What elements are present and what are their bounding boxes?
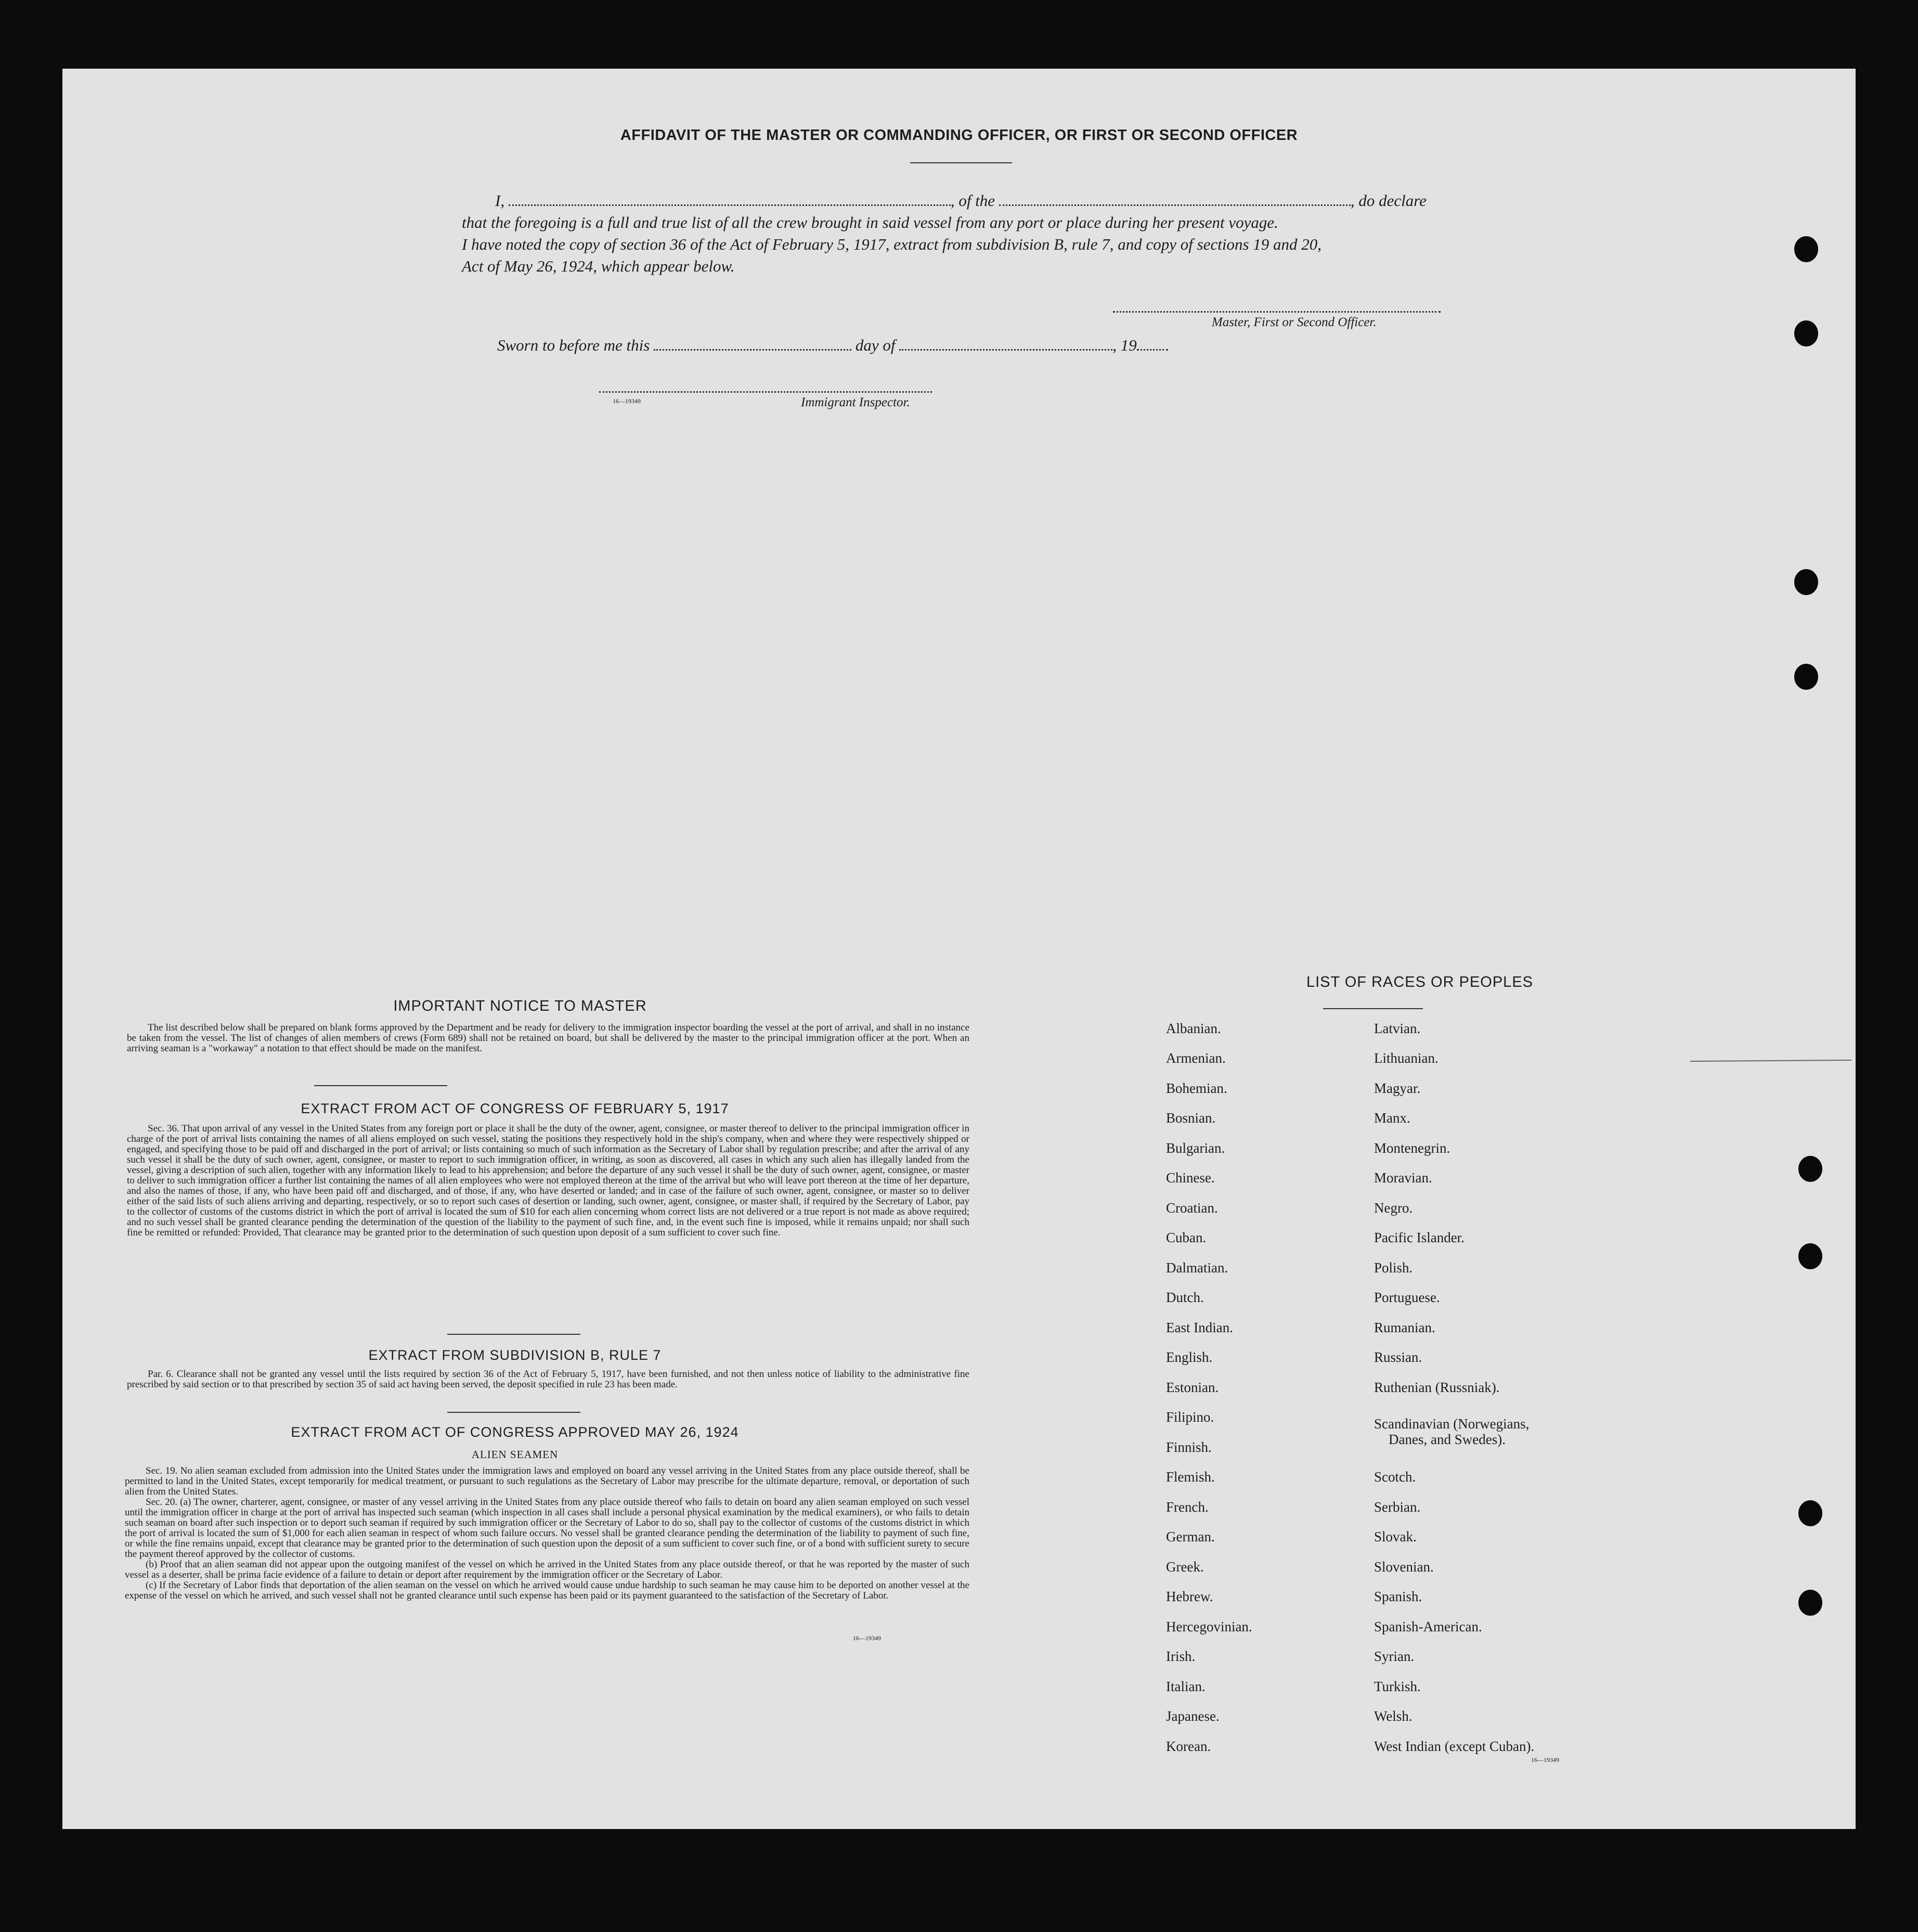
extract-1924-subtitle: ALIEN SEAMEN <box>471 1448 559 1461</box>
race-left: Filipino. <box>1166 1409 1214 1425</box>
races-rule <box>1323 1008 1423 1009</box>
name-blank <box>509 204 951 206</box>
binder-hole <box>1798 1156 1822 1182</box>
rule7-title: EXTRACT FROM SUBDIVISION B, RULE 7 <box>368 1347 662 1363</box>
race-right: Ruthenian (Russniak). <box>1374 1380 1500 1395</box>
race-right: Spanish-American. <box>1374 1619 1482 1634</box>
race-left: Italian. <box>1166 1679 1206 1694</box>
race-left: Dalmatian. <box>1166 1260 1228 1276</box>
notice-title: IMPORTANT NOTICE TO MASTER <box>393 998 647 1014</box>
race-left: Hercegovinian. <box>1166 1619 1252 1634</box>
race-right: Rumanian. <box>1374 1320 1435 1335</box>
race-left: English. <box>1166 1349 1213 1365</box>
race-left: Greek. <box>1166 1559 1204 1575</box>
race-right: Portuguese. <box>1374 1290 1440 1305</box>
race-left: Finnish. <box>1166 1439 1212 1455</box>
vessel-blank <box>999 204 1351 206</box>
race-right: Polish. <box>1374 1260 1413 1276</box>
race-left: Croatian. <box>1166 1200 1218 1216</box>
race-right: Manx. <box>1374 1110 1410 1126</box>
extract-1924-body <box>125 1466 969 1601</box>
race-left: Chinese. <box>1166 1170 1215 1186</box>
month-blank <box>899 349 1112 351</box>
race-right: Welsh. <box>1374 1708 1412 1724</box>
document-page <box>62 69 1856 1829</box>
affidavit-line-1 <box>495 191 1427 210</box>
extract-1917-text: Sec. 36. That upon arrival of any vessel in the United States from any foreign port or place it shall be the duty of the owner, agent, consignee, or master thereof to deliver to the principal immigration officer in charge of the port of arrival lists containing the names of all aliens employed on such vessel, stating the positions they respectively hold in the ship's company, when and where they were respectively shipped or engaged, and specifying those to be paid off and discharged in the port of arrival; or lists containing so much of such information as the Secretary of Labor shall by regulation prescribe; and after the arrival of any such vessel it shall be the duty of such owner, agent, consignee, or master to report to such immigration officer, in writing, as soon as discovered, all cases in which any such alien has illegally landed from the vessel, giving a description of such alien, together with any information likely to lead to his apprehension; and before the departure of any such vessel it shall be the duty of such owner, agent, consignee, or master to deliver to such immigration officer a further list containing the names of all alien employees who were not employed thereon at the time of the arrival but who will leave port thereon at the time of her departure, and also the names of those, if any, who have been paid off and discharged, and of those, if any, who have deserted or landed; and in case of the failure of such owner, agent, consignee, or master so to deliver either of the said lists of such aliens arriving and departing, respectively, or so to report such cases of desertion or landing, such owner, agent, consignee, or master shall, if required by the Secretary of Labor, pay to the collector of customs of the customs district in which the port of arrival is located the sum of $10 for each alien concerning whom correct lists are not delivered or a true report is not made as above required; and no such vessel shall be granted clearance pending the determination of the question of the liability to the payment of such fine, and, in the event such fine is imposed, while it remains unpaid; nor shall such fine be remitted or refunded: Provided, That clearance may be granted prior to the determination of such question upon deposit of a sum sufficient to cover such fine. <box>127 1123 969 1238</box>
race-right: Turkish. <box>1374 1679 1421 1694</box>
race-left: Bulgarian. <box>1166 1140 1225 1156</box>
inspector-signature-line <box>599 391 932 393</box>
race-left: Bosnian. <box>1166 1110 1216 1126</box>
race-left: Dutch. <box>1166 1290 1204 1305</box>
year-blank <box>1137 349 1168 351</box>
extract-1917-title: EXTRACT FROM ACT OF CONGRESS OF FEBRUARY 5, 1917 <box>301 1101 729 1116</box>
race-left: Bohemian. <box>1166 1080 1227 1096</box>
sworn-label: Sworn to before me this <box>497 336 650 354</box>
race-right: Slovak. <box>1374 1529 1417 1544</box>
form-number-top: 16—19349 <box>613 397 641 405</box>
notice-rule <box>314 1085 447 1086</box>
affidavit-line-2: that the foregoing is a full and true list of all the crew brought in said vessel from any port or place during her present voyage. <box>462 213 1278 231</box>
race-right: Scotch. <box>1374 1469 1416 1485</box>
race-left: East Indian. <box>1166 1320 1233 1335</box>
race-right: Russian. <box>1374 1349 1422 1365</box>
day-of-label: day of <box>855 336 896 354</box>
race-left: Armenian. <box>1166 1050 1226 1066</box>
race-right: Negro. <box>1374 1200 1413 1216</box>
extract-1917-rule <box>447 1334 580 1335</box>
master-signature-label: Master, First or Second Officer. <box>1212 315 1377 329</box>
race-left: Flemish. <box>1166 1469 1215 1485</box>
binder-hole <box>1794 236 1818 262</box>
scan-mark <box>1690 1060 1851 1062</box>
binder-hole <box>1798 1243 1822 1269</box>
race-left: Estonian. <box>1166 1380 1219 1395</box>
race-right: Scandinavian (Norwegians, <box>1374 1416 1530 1432</box>
extract-1924-title: EXTRACT FROM ACT OF CONGRESS APPROVED MAY 26, 1924 <box>291 1424 739 1440</box>
race-right: Montenegrin. <box>1374 1140 1450 1156</box>
form-number-bottom-right: 16—19349 <box>1531 1756 1559 1763</box>
race-right: Syrian. <box>1374 1648 1415 1664</box>
binder-hole <box>1794 320 1818 346</box>
day-blank <box>654 349 851 351</box>
race-right: Pacific Islander. <box>1374 1230 1465 1245</box>
sec20b-text: (b) Proof that an alien seaman did not appear upon the outgoing manifest of the vessel on which he arrived in the United States from any place outside thereof, or that he was reported by the master of such vessel as a deserter, shall be prima facie evidence of a failure to detain or deport after requirement by the immigration officer or the Secretary of Labor. <box>125 1559 969 1580</box>
affidavit-line-3: I have noted the copy of section 36 of the Act of February 5, 1917, extract from subdivision B, rule 7, and copy of sections 19 and 20, <box>462 235 1322 253</box>
race-right: Spanish. <box>1374 1589 1422 1604</box>
race-left: German. <box>1166 1529 1215 1544</box>
race-right: Lithuanian. <box>1374 1050 1438 1066</box>
sec20a-text: Sec. 20. (a) The owner, charterer, agent, consignee, or master of any vessel arriving in the United States from any place outside thereof who fails to detain on board any alien seaman employed on such vessel until the immigration officer in charge at the port of arrival has inspected such seaman (which inspection in all cases shall include a personal physical examination by the medical examiners), or who fails to detain such seaman on board after such inspection or to deport such seaman if required by such immigration officer or the Secretary of Labor to do so, shall pay to the collector of customs of the customs district in which the port of arrival is located the sum of $1,000 for each alien seaman in respect of whom such failure occurs. No vessel shall be granted clearance pending the determination of the liability to payment of such fine, or while the fine remains unpaid, except that clearance may be granted prior to the determination of such question upon the deposit of a sum sufficient to cover such fine, or of a bond with sufficient surety to secure the payment thereof approved by the collector of customs. <box>125 1497 969 1560</box>
race-left: Japanese. <box>1166 1708 1220 1724</box>
master-signature-line <box>1113 311 1441 313</box>
sec19-text: Sec. 19. No alien seaman excluded from admission into the United States under the immigration laws and employed on board any vessel arriving in the United States from any place outside thereof, shall be permitted to land in the United States, except temporarily for medical treatment, or pursuant to such regulations as the Secretary of Labor may prescribe for the ultimate departure, removal, or deportation of such alien from the United States. <box>125 1465 969 1497</box>
race-right: Latvian. <box>1374 1021 1421 1036</box>
race-left: Hebrew. <box>1166 1589 1213 1604</box>
binder-hole <box>1794 664 1818 690</box>
race-left: French. <box>1166 1499 1209 1515</box>
race-right: Danes, and Swedes). <box>1389 1432 1506 1447</box>
i-label: I, <box>495 191 505 210</box>
race-right: Serbian. <box>1374 1499 1421 1515</box>
binder-hole <box>1794 569 1818 595</box>
inspector-label: Immigrant Inspector. <box>801 395 910 409</box>
rule7-text: Par. 6. Clearance shall not be granted any vessel until the lists required by section 36 of the Act of February 5, 1917, have been furnished, and not then unless notice of liability to the administrative fine prescribed by said section or to that prescribed by section 35 of said act having been served, the deposit specified in rule 23 has been made. <box>127 1369 969 1390</box>
sec20c-text: (c) If the Secretary of Labor finds that deportation of the alien seaman on the vessel on which he arrived would cause undue hardship to such seaman he may cause him to be deported on another vessel at the expense of the vessel on which he arrived, and such vessel shall not be granted clearance until such expense has been paid or its payment guaranteed to the satisfaction of the Secretary of Labor. <box>125 1580 969 1601</box>
race-right: West Indian (except Cuban). <box>1374 1738 1535 1754</box>
title-rule <box>910 162 1012 163</box>
binder-hole <box>1798 1590 1822 1616</box>
year-label: , 19 <box>1112 336 1137 354</box>
notice-text: The list described below shall be prepared on blank forms approved by the Department and be ready for delivery to the immigration inspector boarding the vessel at the port of arrival, and shall in no instance be taken from the vessel. The list of changes of alien members of crews (Form 689) shall not be retained on board, but shall be delivered by the master to the principal immigration officer at the port. When an arriving seaman is a "workaway" a notation to that effect should be made on the manifest. <box>127 1022 969 1054</box>
affidavit-line-4: Act of May 26, 1924, which appear below. <box>462 257 735 275</box>
form-number-bottom-left: 16—19349 <box>853 1634 881 1642</box>
sworn-line <box>497 336 1168 355</box>
race-left: Albanian. <box>1166 1021 1221 1036</box>
race-right: Moravian. <box>1374 1170 1432 1186</box>
race-right: Slovenian. <box>1374 1559 1434 1575</box>
race-right: Magyar. <box>1374 1080 1421 1096</box>
rule7-rule <box>447 1412 580 1413</box>
race-left: Cuban. <box>1166 1230 1207 1245</box>
race-left: Korean. <box>1166 1738 1211 1754</box>
races-title: LIST OF RACES OR PEOPLES <box>1306 974 1534 990</box>
of-the-label: , of the <box>950 191 995 210</box>
do-declare-label: , do declare <box>1350 191 1427 210</box>
race-left: Irish. <box>1166 1648 1196 1664</box>
binder-hole <box>1798 1500 1822 1526</box>
affidavit-title: AFFIDAVIT OF THE MASTER OR COMMANDING OFFICER, OR FIRST OR SECOND OFFICER <box>620 127 1298 144</box>
